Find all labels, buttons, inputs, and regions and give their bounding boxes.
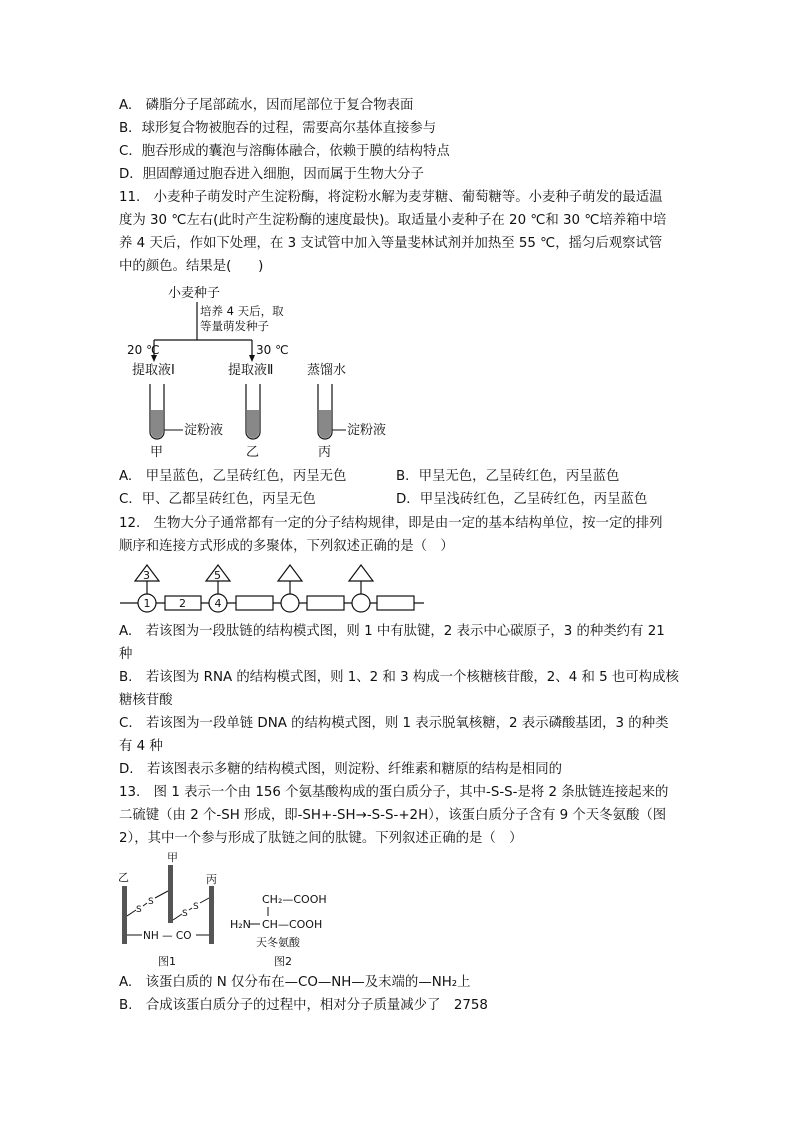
q11-option-a: A. 甲呈蓝色，乙呈砖红色，丙呈无色 [119,469,347,484]
q12-option-a: A. 若该图为一段肽链的结构模式图，则 1 中有肽键，2 表示中心碳原子，3 的种类约有 21 [119,624,665,639]
q10-option-d: D．胆固醇通过胞吞进入细胞，因而属于生物大分子 [119,167,424,182]
svg-text:S: S [193,902,199,912]
tube-bing-label: 丙 [318,445,332,460]
q12-option-d: D. 若该图表示多糖的结构模式图，则淀粉、纤维素和糖原的结构是相同的 [119,762,563,777]
triangle-unlabeled-1 [278,565,302,581]
svg-text:4: 4 [214,597,222,610]
circle-unlabeled-1 [281,594,299,612]
q13-option-b: B. 合成该蛋白质分子的过程中，相对分子质量减少了 2758 [119,998,488,1013]
fig1-caption: 图1 [158,955,176,968]
q12-stem-line-2: 顺序和连接方式形成的多聚体，下列叙述正确的是（ ） [119,539,454,554]
svg-text:S: S [148,897,154,907]
q12-option-c-cont: 有 4 种 [119,739,163,754]
aspartic-acid-label: 天冬氨酸 [256,936,300,949]
q11-stem-line-4: 中的颜色。结果是( ) [119,259,264,274]
q11-stem-line-1: 11. 小麦种子萌发时产生淀粉酶，将淀粉水解为麦芽糖、葡萄糖等。小麦种子萌发的最适温 [119,190,663,205]
q12-stem-line-1: 12. 生物大分子通常都有一定的分子结构规律，即是由一定的基本结构单位，按一定的排列 [119,516,663,531]
rect-2 [165,596,201,610]
water-label: 蒸馏水 [307,363,347,378]
chain-yi [122,886,127,944]
chain-bing-label: 丙 [206,873,217,886]
step-label-2: 等量萌发种子 [200,319,269,333]
aa-amino-group: H₂N [230,918,251,931]
q13-stem-line-3: 2），其中一个参与形成了肽链之间的肽键。下列叙述正确的是（ ） [119,831,523,846]
extract-1-label: 提取液Ⅰ [132,363,175,378]
rect-unlabeled-3 [377,596,414,610]
starch-label-1: 淀粉液 [184,423,224,438]
svg-text:5: 5 [214,569,221,582]
q11-stem-line-3: 养 4 天后，作如下处理，在 3 支试管中加入等量斐林试剂并加热至 55 ℃，摇匀后观察试管 [119,236,663,251]
q11-option-d: D．甲呈浅砖红色，乙呈砖红色，丙呈蓝色 [396,492,648,507]
temp-30-label: 30 ℃ [256,343,289,357]
q10-option-a: A. 磷脂分子尾部疏水，因而尾部位于复合物表面 [119,98,414,113]
q13-option-a: A. 该蛋白质的 N 仅分布在—CO—NH—及末端的—NH₂上 [119,975,471,990]
rect-unlabeled-1 [236,596,273,610]
q12-option-b: B. 若该图为 RNA 的结构模式图，则 1、2 和 3 构成一个核糖核苷酸，2、4 和 5 也可构成核 [119,670,679,685]
q13-stem-line-2: 二硫键（由 2 个-SH 形成，即-SH+-SH→-S-S-+2H），该蛋白质分子含有 9 个天冬氨酸（图 [119,808,667,823]
q12-option-c: C. 若该图为一段单链 DNA 的结构模式图，则 1 表示脱氧核糖，2 表示磷酸基团，3 的种类 [119,716,669,731]
test-tube-jia [150,384,164,439]
triangle-5 [206,565,230,582]
chain-yi-label: 乙 [118,871,129,884]
svg-text:S: S [136,905,142,915]
chain-bing [209,886,214,944]
circle-1 [138,594,156,612]
circle-4 [209,594,227,612]
q10-option-c: C．胞吞形成的囊泡与溶酶体融合，依赖于膜的结构特点 [119,144,450,159]
test-tube-bing [318,384,332,439]
aa-side-chain: CH₂—COOH [262,893,327,906]
starch-label-2: 淀粉液 [347,423,387,438]
triangle-unlabeled-2 [349,565,373,581]
q11-option-c: C．甲、乙都呈砖红色，丙呈无色 [119,492,316,507]
q11-stem-line-2: 度为 30 ℃左右(此时产生淀粉酶的速度最快)。取适量小麦种子在 20 ℃和 30 ℃培养箱中培 [119,213,667,228]
q12-polymer-diagram [118,560,428,618]
test-tube-yi [246,384,260,439]
q11-option-b: B．甲呈无色，乙呈砖红色，丙呈蓝色 [396,469,620,484]
chain-jia [168,865,173,923]
fig2-caption: 图2 [274,955,292,968]
temp-20-label: 20 ℃ [127,343,160,357]
q11-experiment-diagram [110,282,410,462]
tube-jia-label: 甲 [150,445,164,460]
seed-label: 小麦种子 [168,286,221,301]
chain-jia-label: 甲 [167,851,178,864]
step-label-1: 培养 4 天后，取 [200,304,284,318]
rect-unlabeled-2 [307,596,344,610]
q12-option-b-cont: 糖核苷酸 [119,693,173,708]
svg-text:2: 2 [179,597,186,610]
peptide-bond-label: NH — CO [143,930,192,942]
extract-2-label: 提取液Ⅱ [228,363,274,378]
svg-text:S: S [182,909,188,919]
q12-option-a-cont: 种 [119,647,133,662]
q13-stem-line-1: 13. 图 1 表示一个由 156 个氨基酸构成的蛋白质分子，其中-S-S-是将 2 条肽链连接起来的 [119,785,669,800]
q13-protein-diagram [112,848,352,968]
aa-main-chain: CH—COOH [262,918,323,931]
tube-yi-label: 乙 [246,445,260,460]
svg-text:1: 1 [143,597,151,610]
svg-text:3: 3 [143,569,150,582]
q10-option-b: B．球形复合物被胞吞的过程，需要高尔基体直接参与 [119,121,437,136]
circle-unlabeled-2 [352,594,370,612]
triangle-3 [135,565,159,582]
